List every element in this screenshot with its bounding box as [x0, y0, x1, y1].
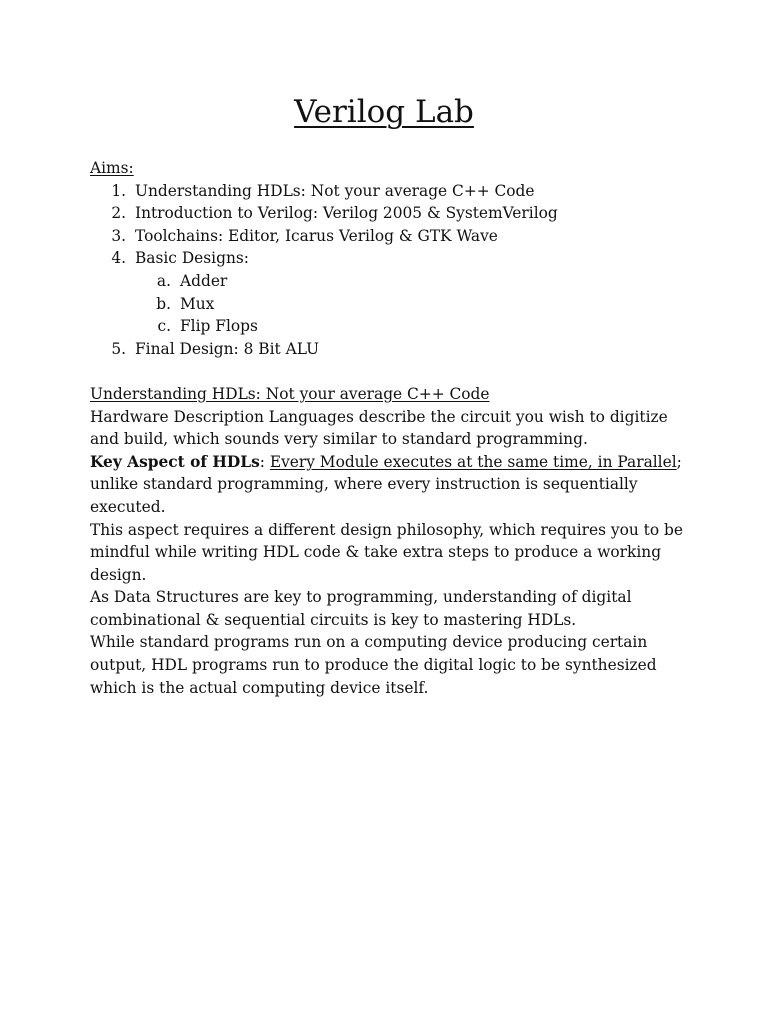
list-item-text: Toolchains: Editor, Icarus Verilog & GTK Wave	[135, 226, 498, 245]
list-number: 4.	[111, 249, 126, 268]
key-aspect-label: Key Aspect of HDLs	[90, 452, 260, 471]
document-body	[90, 157, 690, 699]
sublist-item-text: Mux	[180, 294, 215, 313]
sublist-letter: a.	[156, 271, 171, 290]
sublist-item-text: Adder	[180, 271, 228, 290]
list-item-text: Introduction to Verilog: Verilog 2005 & SystemVerilog	[135, 204, 558, 223]
list-item	[90, 225, 690, 248]
list-number: 1.	[111, 181, 126, 200]
key-aspect-rest: ; unlike standard programming, where every instruction is sequentially executed.	[90, 452, 682, 516]
sublist-item	[135, 293, 690, 316]
list-item-text: Basic Designs:	[135, 249, 249, 268]
aims-heading: Aims:	[90, 159, 134, 177]
key-aspect-colon: :	[259, 452, 270, 471]
list-item	[90, 247, 690, 337]
list-item-text: Final Design: 8 Bit ALU	[135, 339, 320, 358]
paragraph-key-aspect	[90, 451, 690, 519]
paragraph-hdl-description: Hardware Description Languages describe the circuit you wish to digitize and build, which sounds very similar to standard programming.	[90, 407, 668, 449]
list-number: 2.	[111, 204, 126, 223]
list-item	[90, 338, 690, 361]
paragraph-design-philosophy: This aspect requires a different design philosophy, which requires you to be mindful while writing HDL code & take extra steps to produce a working design.	[90, 520, 683, 584]
list-item	[90, 202, 690, 225]
sublist-letter: b.	[156, 294, 171, 313]
key-aspect-emphasis: Every Module executes at the same time, in Parallel	[269, 452, 677, 471]
paragraph-computing-device: While standard programs run on a computing device producing certain output, HDL programs run to produce the digital logic to be synthesized which is the actual computing device itself.	[90, 633, 657, 697]
sublist-item-text: Flip Flops	[180, 317, 258, 336]
sublist-letter: c.	[157, 317, 171, 336]
blank-line	[90, 360, 690, 383]
aims-list	[90, 180, 690, 361]
section-heading: Understanding HDLs: Not your average C++ Code	[90, 384, 490, 403]
sublist-item	[135, 315, 690, 338]
list-item	[90, 180, 690, 203]
page-title: Verilog Lab	[294, 94, 474, 130]
sublist-item	[135, 270, 690, 293]
list-number: 5.	[111, 339, 126, 358]
basic-designs-sublist	[135, 270, 690, 338]
paragraph-data-structures: As Data Structures are key to programming, understanding of digital combinational & sequential circuits is key to mastering HDLs.	[90, 588, 632, 629]
list-number: 3.	[111, 226, 126, 245]
list-item-text: Understanding HDLs: Not your average C++ Code	[135, 181, 535, 200]
